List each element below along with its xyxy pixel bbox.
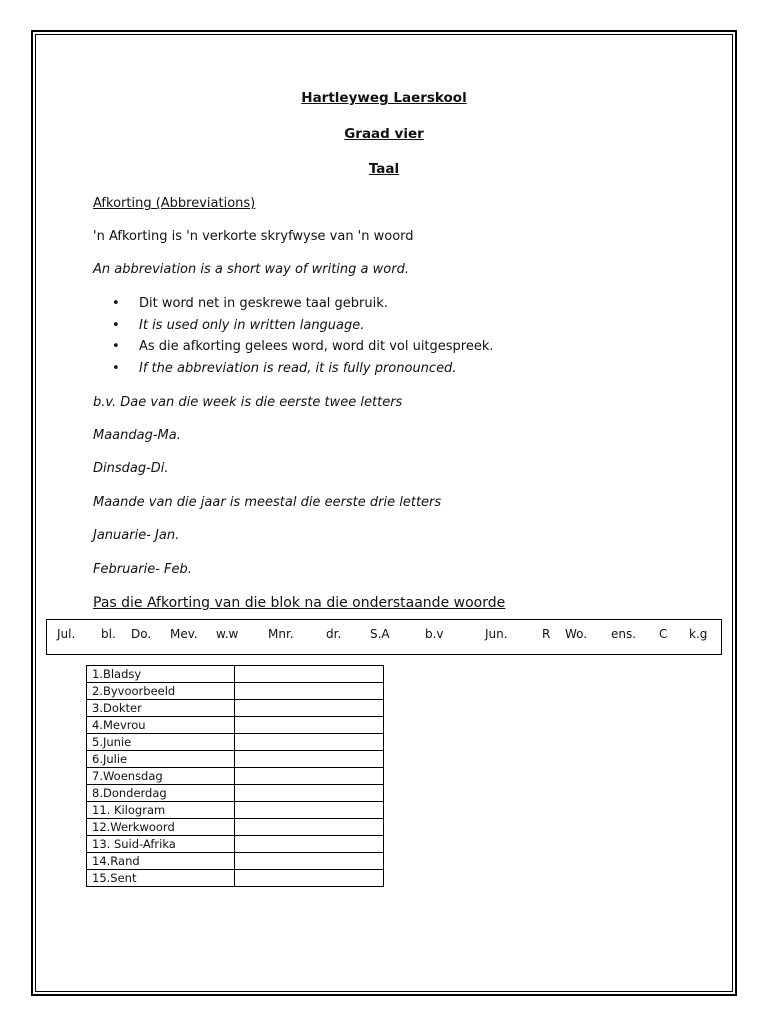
section-title: Afkorting (Abbreviations)	[93, 196, 256, 211]
table-row	[87, 700, 384, 717]
word-bank-item: Do.	[131, 627, 152, 641]
answer-cell[interactable]	[235, 819, 384, 836]
table-row	[87, 785, 384, 802]
word-bank-item: S.A	[370, 627, 390, 641]
definition-english: An abbreviation is a short way of writing a word.	[93, 262, 409, 277]
answer-cell[interactable]	[235, 802, 384, 819]
answer-cell[interactable]	[235, 870, 384, 887]
answer-table	[86, 665, 384, 887]
word-cell: 12.Werkwoord	[87, 819, 235, 836]
table-row	[87, 717, 384, 734]
word-cell: 7.Woensdag	[87, 768, 235, 785]
table-row	[87, 768, 384, 785]
word-bank-item: dr.	[326, 627, 342, 641]
answer-cell[interactable]	[235, 683, 384, 700]
example-days-intro: b.v. Dae van die week is die eerste twee letters	[93, 395, 403, 410]
word-cell: 4.Mevrou	[87, 717, 235, 734]
word-bank-item: bl.	[101, 627, 116, 641]
word-bank-item: Jul.	[57, 627, 76, 641]
word-bank-item: w.w	[216, 627, 239, 641]
word-bank-item: ens.	[611, 627, 637, 641]
answer-cell[interactable]	[235, 836, 384, 853]
word-bank-item: k.g	[689, 627, 708, 641]
word-bank-item: Mev.	[170, 627, 198, 641]
word-bank-item: Mnr.	[268, 627, 294, 641]
rule-item: • If the abbreviation is read, it is fully pronounced.	[112, 361, 494, 383]
exercise-instruction: Pas die Afkorting van die blok na die onderstaande woorde	[93, 595, 506, 611]
rules-list	[112, 296, 494, 382]
word-cell: 13. Suid-Afrika	[87, 836, 235, 853]
table-row	[87, 734, 384, 751]
table-row	[87, 666, 384, 683]
answer-cell[interactable]	[235, 700, 384, 717]
table-row	[87, 683, 384, 700]
answer-cell[interactable]	[235, 785, 384, 802]
rule-item: • It is used only in written language.	[112, 318, 494, 340]
word-cell: 15.Sent	[87, 870, 235, 887]
word-cell: 5.Junie	[87, 734, 235, 751]
table-row	[87, 802, 384, 819]
rule-item: • As die afkorting gelees word, word dit vol uitgespreek.	[112, 339, 494, 361]
example-month: Februarie- Feb.	[93, 562, 192, 577]
word-bank-item: Wo.	[565, 627, 588, 641]
subject-title: Taal	[368, 161, 400, 177]
definition-afrikaans: 'n Afkorting is 'n verkorte skryfwyse van 'n woord	[93, 229, 414, 244]
answer-cell[interactable]	[235, 734, 384, 751]
word-bank-item: R	[542, 627, 551, 641]
grade-title: Graad vier	[344, 126, 424, 142]
table-row	[87, 751, 384, 768]
example-day: Maandag-Ma.	[93, 428, 181, 443]
word-bank-item: Jun.	[485, 627, 508, 641]
word-cell: 2.Byvoorbeeld	[87, 683, 235, 700]
school-name: Hartleyweg Laerskool	[301, 90, 467, 106]
word-cell: 8.Donderdag	[87, 785, 235, 802]
word-cell: 11. Kilogram	[87, 802, 235, 819]
answer-cell[interactable]	[235, 853, 384, 870]
answer-cell[interactable]	[235, 717, 384, 734]
word-bank-box	[46, 619, 722, 655]
example-months-intro: Maande van die jaar is meestal die eerste drie letters	[93, 495, 442, 510]
word-cell: 1.Bladsy	[87, 666, 235, 683]
word-bank-item: b.v	[425, 627, 444, 641]
rule-item: • Dit word net in geskrewe taal gebruik.	[112, 296, 494, 318]
word-cell: 3.Dokter	[87, 700, 235, 717]
word-cell: 14.Rand	[87, 853, 235, 870]
table-row	[87, 836, 384, 853]
word-bank-item: C	[659, 627, 668, 641]
table-row	[87, 853, 384, 870]
answer-cell[interactable]	[235, 768, 384, 785]
answer-cell[interactable]	[235, 751, 384, 768]
example-month: Januarie- Jan.	[93, 528, 180, 543]
example-day: Dinsdag-Di.	[93, 461, 169, 476]
answer-cell[interactable]	[235, 666, 384, 683]
word-cell: 6.Julie	[87, 751, 235, 768]
table-row	[87, 819, 384, 836]
table-row	[87, 870, 384, 887]
